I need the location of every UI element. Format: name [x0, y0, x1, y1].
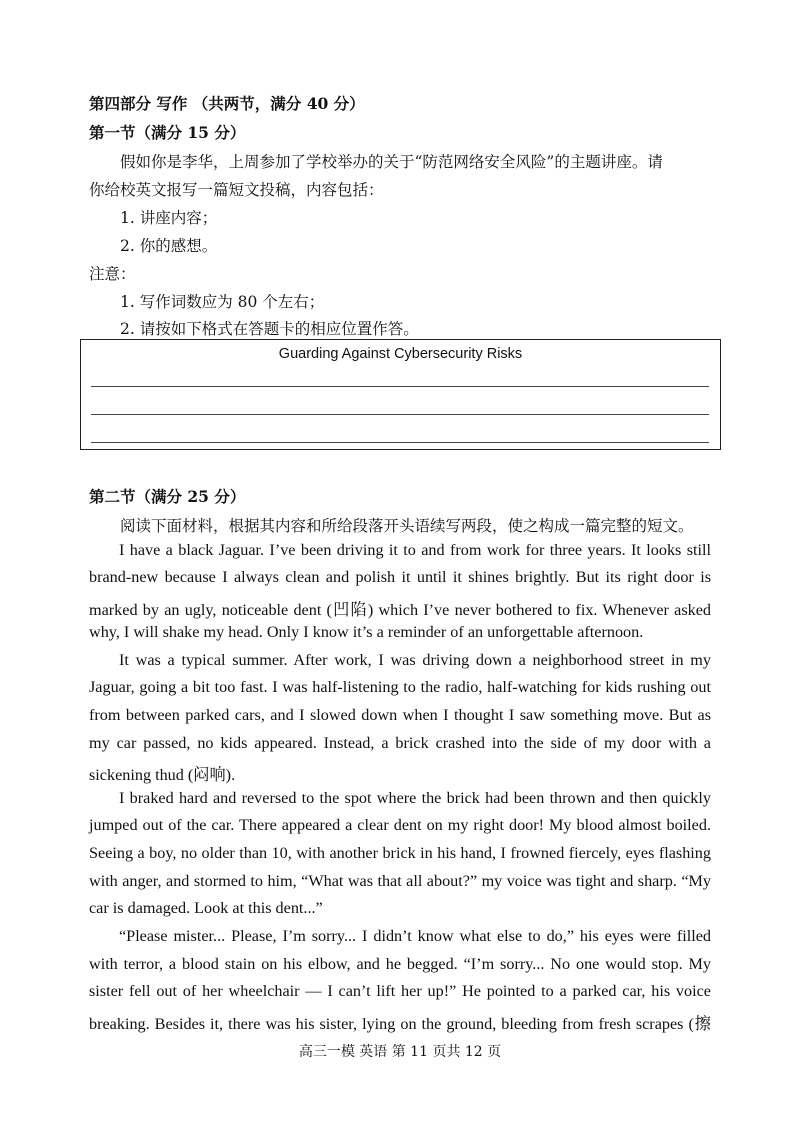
- content-item-2: 2. 你的感想。: [120, 237, 218, 255]
- story-line: jumped out of the car. There appeared a clear dent on my right door! My blood almost boiled.: [89, 816, 711, 834]
- story-line: marked by an ugly, noticeable dent (凹陷) which I’ve never bothered to fix. Whenever asked: [89, 601, 711, 619]
- story-line: I have a black Jaguar. I’ve been driving it to and from work for three years. It looks still: [119, 541, 711, 559]
- note-item-1: 1. 写作词数应为 80 个左右；: [120, 293, 325, 311]
- story-line: “Please mister... Please, I’m sorry... I didn’t know what else to do,” his eyes were filled: [119, 927, 711, 945]
- story-line: Seeing a boy, no older than 10, with another brick in his hand, I frowned fiercely, eyes flashing: [89, 844, 711, 862]
- answer-box-title: Guarding Against Cybersecurity Risks: [278, 346, 523, 362]
- content-item-1: 1. 讲座内容；: [120, 209, 218, 227]
- section1-title: 第一节（满分 15 分）: [89, 123, 246, 142]
- story-line: sickening thud (闷响).: [89, 766, 236, 784]
- section2-instruction: 阅读下面材料，根据其内容和所给段落开头语续写两段，使之构成一篇完整的短文。: [120, 517, 694, 535]
- note-item-2: 2. 请按如下格式在答题卡的相应位置作答。: [120, 320, 419, 338]
- answer-box: [80, 339, 721, 450]
- part4-title: 第四部分 写作 （共两节，满分 40 分）: [89, 94, 365, 113]
- story-line: from between parked cars, and I slowed down when I thought I saw something move. But as: [89, 706, 711, 724]
- story-line: my car passed, no kids appeared. Instead, a brick crashed into the side of my door with a: [89, 734, 711, 752]
- story-line: with terror, a blood stain on his elbow, and he begged. “I’m sorry... No one would stop. My: [89, 955, 711, 973]
- story-line: with anger, and stormed to him, “What was that all about?” my voice was tight and sharp. “My: [89, 872, 711, 890]
- story-line: brand-new because I always clean and polish it until it shines brightly. But its right door is: [89, 568, 711, 586]
- section2-title: 第二节（满分 25 分）: [89, 487, 246, 506]
- story-line: Jaguar, going a bit too fast. I was half-listening to the radio, half-watching for kids rushing out: [89, 678, 711, 696]
- section1-prompt-line2: 你给校英文报写一篇短文投稿，内容包括：: [89, 181, 384, 199]
- story-line: sister fell out of her wheelchair — I can’t lift her up!” He pointed to a parked car, his voice: [89, 982, 711, 1000]
- page-footer: 高三一模 英语 第 11 页共 12 页: [298, 1044, 502, 1060]
- story-line: car is damaged. Look at this dent...”: [89, 899, 323, 917]
- section1-prompt-line1: 假如你是李华，上周参加了学校举办的关于“防范网络安全风险”的主题讲座。请: [120, 153, 663, 171]
- note-label: 注意：: [89, 265, 136, 283]
- answer-line: [91, 386, 709, 387]
- answer-line: [91, 414, 709, 415]
- story-line: why, I will shake my head. Only I know it’s a reminder of an unforgettable afternoon.: [89, 623, 644, 641]
- story-line: It was a typical summer. After work, I was driving down a neighborhood street in my: [119, 651, 711, 669]
- story-line: breaking. Besides it, there was his sister, lying on the ground, bleeding from fresh scrapes (擦: [89, 1015, 711, 1033]
- answer-line: [91, 442, 709, 443]
- story-line: I braked hard and reversed to the spot where the brick had been thrown and then quickly: [119, 789, 711, 807]
